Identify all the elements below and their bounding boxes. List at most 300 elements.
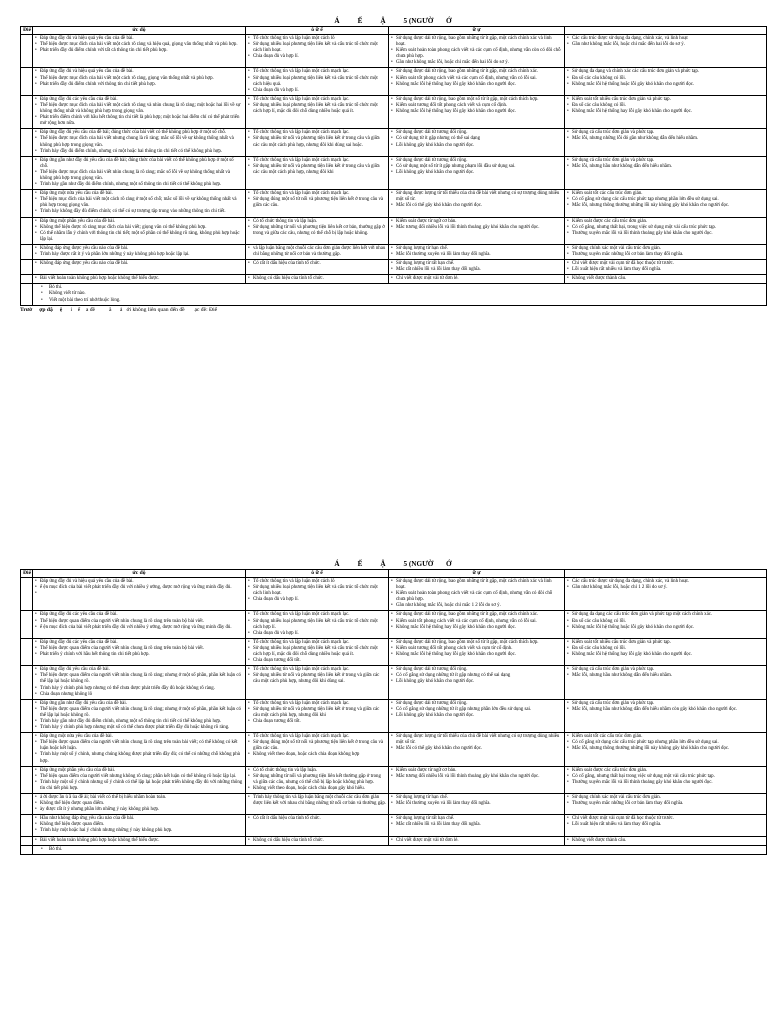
criteria-item: • Chỉ viết được một vài cụm từ đã học thuộc từ trước. (567, 816, 764, 822)
criteria-item: • Kiểm soát được các cấu trúc đơn giản. (567, 219, 764, 225)
criteria-item: • Tổ chức thông tin và lập luận một cách mạch lạc. (248, 612, 386, 618)
content-cell (33, 244, 246, 259)
criteria-item: • Sử dụng được dải từ rộng, bao gồm một số từ ít gặp, một cách thích hợp. (391, 97, 562, 103)
criteria-list (391, 612, 562, 630)
content-header: ức độ (33, 570, 246, 578)
criteria-list (35, 612, 243, 630)
criteria-list (567, 261, 764, 273)
criteria-list (391, 768, 562, 780)
criteria-item: • Sử dụng được lượng từ tối thiểu của chủ đề bài viết nhưng có sự trượng dùng nhiều một số từ. (391, 191, 562, 203)
content-cell (33, 666, 246, 699)
score-cell (21, 845, 33, 854)
criteria-item: • Chia đoạn đủ và hợp lí. (248, 88, 386, 94)
score-cell (21, 284, 33, 305)
criteria-item: • Thể hiện được quan điểm của người viết nhìn chung là rõ ràng trên toàn bộ bài viết. (35, 646, 243, 652)
criteria-list (567, 701, 764, 713)
criteria-list (391, 261, 562, 273)
criteria-item: • Tổ chức thông tin và lập luận một cách mạch lạc. (248, 97, 386, 103)
criteria-list (567, 640, 764, 658)
table-row (21, 611, 767, 638)
table-header-row (21, 570, 767, 578)
criteria-item: • Trình bày đầy đủ điểm chính, nhưng có một hoặc hai thông tin chi tiết có thể không phù hợp. (35, 149, 243, 155)
organization-cell (246, 638, 389, 665)
grammar-header (565, 570, 767, 578)
organization-cell (246, 766, 389, 793)
criteria-item: • Lỗi không gây khó khăn cho người đọc. (391, 170, 562, 176)
zero-score-item: • Bỏ thi. (35, 847, 764, 853)
rubric-table (20, 569, 767, 855)
criteria-list (391, 838, 562, 844)
criteria-item: • Sử dụng cả cấu trúc đơn giản và phức tạp. (567, 130, 764, 136)
score-cell (21, 815, 33, 836)
criteria-item: • Chia đoạn tương đối tốt. (248, 658, 386, 664)
criteria-item: • Kiểm soát được từ ngữ cơ bản. (391, 219, 562, 225)
grammar-cell (565, 638, 767, 665)
criteria-item: • Có cố gắng, nhưng thất bại trong việc sử dụng một vài cấu trúc phức tạp. (567, 774, 764, 780)
criteria-item: • Mắc tương đối nhiều lỗi và lỗi thỉnh thoảng gây khó khăn cho người đọc. (391, 225, 562, 231)
organization-cell (246, 578, 389, 611)
criteria-item: • Chia đoạn tương đối tốt. (248, 719, 386, 725)
criteria-item: • ể ện mục đích của bài viết phát triển đầy đủ với nhiều ý ưởng, được mở rộng và ững minh đầy đủ. (35, 625, 243, 631)
grammar-cell (565, 666, 767, 699)
content-cell (33, 275, 246, 284)
organization-cell (246, 190, 389, 217)
content-cell (33, 156, 246, 189)
criteria-item: • Sử dụng được dải từ tương đối rộng. (391, 667, 562, 673)
criteria-item: • Có tổ chức thông tin và lập luận. (248, 219, 386, 225)
criteria-list (567, 579, 764, 591)
criteria-item: • Sử dụng chính xác một vài cấu trúc đơn giản. (567, 795, 764, 801)
table-row (21, 794, 767, 815)
criteria-item: • ể ện mục đích của bài viết phát triển đầy đủ với nhiều ý ưởng, được mở rộng và ững minh đầy đủ. (35, 585, 243, 591)
criteria-item: • Đa số các câu không có lỗi. (567, 103, 764, 109)
criteria-item: • Thể hiện quan điểm của người viết nhưng không rõ ràng; phần kết luận có thể không rõ hoặc lặp lại. (35, 774, 243, 780)
criteria-item: • Có sử dụng một số từ ít gặp nhưng phạm lỗi đầu sử dụng sai. (391, 164, 562, 170)
criteria-item: • Sử dụng lượng từ rất hạn chế. (391, 261, 562, 267)
criteria-list (248, 768, 386, 792)
criteria-list (35, 701, 243, 731)
content-header: ức độ (33, 27, 246, 35)
table-row (21, 845, 767, 854)
criteria-item: • Trình bày một số ý chính, nhưng chúng không được phát triển đầy đủ; có thể có những chỗ không phù hợp. (35, 752, 243, 764)
criteria-item: • Không viết được thành câu. (567, 838, 764, 844)
criteria-list (248, 97, 386, 115)
score-cell (21, 260, 33, 275)
organization-cell (246, 611, 389, 638)
criteria-list (35, 219, 243, 243)
vocabulary-cell (389, 95, 565, 128)
criteria-item: • Đáp ứng một phần yêu cầu của đề bài. (35, 219, 243, 225)
criteria-item: • Thể hiện mục đích của bài viết một cách rõ ràng ở một số chỗ; mắc số lỗi về sự không thống nhất và phù hợp trong giọng văn. (35, 197, 243, 209)
vocabulary-cell (389, 836, 565, 845)
criteria-item: • Đáp ứng một nửa yêu cầu của đề bài. (35, 191, 243, 197)
criteria-item: • Đáp ứng gần như đầy đủ yêu cầu của đề bài; đúng thức của bài viết có thể không phù hợp ở một số chỗ. (35, 158, 243, 170)
criteria-item: • Tổ chức thông tin và lập luận một cách lô (248, 579, 386, 585)
criteria-list (567, 612, 764, 630)
organization-cell (246, 815, 389, 836)
table-row (21, 156, 767, 189)
criteria-list (35, 130, 243, 154)
criteria-item: • Có sử dụng từ ít gặp nhưng có thể sai dạng (391, 136, 562, 142)
content-cell (33, 190, 246, 217)
criteria-item: • Gần như không mắc lỗi, hoặc chỉ 1 2 lỗi do sơ ý. (567, 585, 764, 591)
criteria-item: • Trình bày thông tin và lập luận bằng một chuỗi các câu đơn giản được liên kết với nhau chỉ bằng những từ nối cơ bản và thường gặp. (248, 795, 386, 807)
criteria-item: • Sử dụng được dải từ tương đối rộng. (391, 701, 562, 707)
table-row (21, 578, 767, 611)
criteria-item: • Sử dụng cả cấu trúc đơn giản và phức tạp. (567, 667, 764, 673)
table-row (21, 68, 767, 95)
criteria-item: • Chia đoạn nhưng không lô (35, 692, 243, 698)
criteria-item: • Sử dụng đa dạng các cấu trúc đơn giản và phức tạp một cách chính xác. (567, 612, 764, 618)
score-cell (21, 244, 33, 259)
criteria-item: • và lập luận bằng một chuỗi các câu đơn giản được liên kết với nhau chỉ bằng những từ nối cơ bản và thường gặp. (248, 246, 386, 258)
criteria-item: • Sử dụng nhiều từ nối và phương tiện liên kết ở trong câu và giữa các câu một cách phù hợp, nhưng đôi khi dùng sai hoặc. (248, 136, 386, 148)
criteria-list (567, 191, 764, 209)
criteria-item: • Không thể hiện được quan điểm. (35, 822, 243, 828)
criteria-list (35, 97, 243, 127)
score-cell (21, 35, 33, 68)
criteria-item: • Thường xuyên mắc những lỗi cơ bản làm thay đổi nghĩa. (567, 801, 764, 807)
grammar-cell (565, 578, 767, 611)
criteria-item: • Không mắc lỗi hệ thống hay lỗi gây khó khăn cho người đọc. (391, 82, 562, 88)
criteria-item: • Sử dụng được lượng từ tối thiểu của chủ đề bài viết nhưng có sự trượng dùng nhiều một số từ. (391, 734, 562, 746)
criteria-list (391, 97, 562, 115)
criteria-item: • Sử dụng đúng một số từ nối và phương tiện liên kết ở trong câu và giữa các câu. (248, 197, 386, 209)
score-cell (21, 733, 33, 766)
criteria-item: • Sử dụng lượng từ hạn chế. (391, 246, 562, 252)
grammar-cell (565, 815, 767, 836)
criteria-list (567, 816, 764, 828)
vocabulary-cell (389, 794, 565, 815)
criteria-list (35, 36, 243, 54)
vocabulary-cell (389, 129, 565, 156)
score-cell (21, 129, 33, 156)
criteria-item: • Tổ chức thông tin và lập luận một cách mạch lạc. (248, 130, 386, 136)
score-cell (21, 766, 33, 793)
vocabulary-cell (389, 244, 565, 259)
criteria-item: • Đáp ứng đầy đủ các yêu cầu của đề bài. (35, 612, 243, 618)
organization-cell (246, 68, 389, 95)
criteria-list (35, 246, 243, 258)
grammar-cell (565, 260, 767, 275)
criteria-list (391, 276, 562, 282)
organization-cell (246, 275, 389, 284)
organization-cell (246, 95, 389, 128)
note-label: Trườ ợp đặ ệ (20, 306, 63, 313)
criteria-item: • Có rất ít dấu hiệu của tính tổ chức. (248, 816, 386, 822)
criteria-item: • Chỉ viết được một vài từ đơn lẻ. (391, 838, 562, 844)
content-cell (33, 217, 246, 244)
criteria-item: • Có tổ chức thông tin và lập luận. (248, 768, 386, 774)
criteria-list (35, 191, 243, 215)
vocabulary-cell (389, 260, 565, 275)
criteria-list (248, 640, 386, 664)
criteria-item: • Kiểm soát được từ ngữ cơ bản. (391, 768, 562, 774)
table-row (21, 95, 767, 128)
criteria-item: • Kiểm soát hoàn toàn phong cách viết và các cụm cố định, nhưng vẫn còn có đôi chỗ chưa phù hợp. (391, 48, 562, 60)
criteria-item: • Kiểm soát tốt nhiều cấu trúc đơn giản và phức tạp. (567, 640, 764, 646)
criteria-item: • Chỉ viết được một vài từ đơn lẻ. (391, 276, 562, 282)
criteria-item: • Lỗi không gây khó khăn cho người đọc. (391, 713, 562, 719)
organization-cell (246, 699, 389, 732)
criteria-item: • Không mắc lỗi hệ thống hay lỗi gây khó khăn cho người đọc. (391, 109, 562, 115)
criteria-item: • Tổ chức thông tin và lập luận một cách mạch lạc. (248, 701, 386, 707)
score-cell (21, 156, 33, 189)
criteria-item: • Không mắc lỗi hệ thống hay lỗi gây khó khăn cho người đọc. (567, 652, 764, 658)
criteria-item: • Sử dụng nhiều loại phương tiện liên kết và cấu trúc tổ chức một cách hợp lí. (248, 619, 386, 631)
criteria-item: • Đáp ứng một nửa yêu cầu của đề bài. (35, 734, 243, 740)
criteria-list (35, 261, 243, 267)
criteria-item: • Sử dụng nhiều từ nối và phương tiện liên kết ở trong và giữa các câu một cách phù hợp, nhưng đôi khi (248, 707, 386, 719)
criteria-list (567, 158, 764, 170)
criteria-list (391, 579, 562, 609)
content-cell (33, 35, 246, 68)
criteria-item: • Mắc rất nhiều lỗi và lỗi làm thay đổi nghĩa. (391, 267, 562, 273)
score-cell (21, 666, 33, 699)
criteria-item: • Có cố gắng sử dụng những từ ít gặp nhưng phần lớn đều sử dụng sai. (391, 707, 562, 713)
criteria-item: • Sử dụng cả cấu trúc đơn giản và phức tạp. (567, 158, 764, 164)
organization-cell (246, 244, 389, 259)
criteria-item: • Sử dụng nhiều loại phương tiện liên kết và cấu trúc tổ chức một cách linh hoạt. (248, 585, 386, 597)
criteria-item: • Thể hiện được quan điểm của người viết nhìn chung là rõ ràng; nhưng ở một số phần, phần kết luận có thể lặp lại hoặc không rõ. (35, 673, 243, 685)
criteria-list (35, 795, 243, 813)
score-cell (21, 836, 33, 845)
criteria-item: • Trình bày gần như đầy đủ điểm chính, nhưng một số thông tin chi tiết có thể không phù hợp. (35, 719, 243, 725)
criteria-list (35, 816, 243, 834)
criteria-item: • Đa số các câu không có lỗi. (567, 646, 764, 652)
zero-score-list (35, 847, 764, 853)
criteria-list (248, 261, 386, 267)
criteria-item: • Có cố gắng sử dụng các cấu trúc phức tạp nhưng phần lớn đều sử dụng sai. (567, 197, 764, 203)
criteria-item: • Trình bày ý chính phù hợp nhưng một số có thể chưa được phát triển đầy đủ hoặc không rõ ràng. (35, 725, 243, 731)
table-row (21, 836, 767, 845)
criteria-item: • Tổ chức thông tin và lập luận một cách mạch lạc. (248, 667, 386, 673)
criteria-item: • Mắc lỗi, nhưng hầu như không dẫn đến hiểu nhầm còn gây khó khăn cho người đọc. (567, 707, 764, 713)
grammar-cell (565, 217, 767, 244)
organization-cell (246, 35, 389, 68)
criteria-item: • Mắc lỗi, nhưng thông thường những lỗi này không gây khó khăn cho người đọc. (567, 203, 764, 209)
organization-header: ô ữ ế (246, 570, 389, 578)
content-cell (33, 836, 246, 845)
criteria-item: • Sử dụng nhiều từ nối và phương tiện liên kết ở trong và giữa các câu một cách phù hợp, nhưng đôi khi dùng sai. (248, 673, 386, 685)
criteria-item: • Kiểm soát tốt các cấu trúc đơn giản. (567, 734, 764, 740)
criteria-list (35, 69, 243, 87)
rubric-title: Á Ế Ậ 5 (NGƯỜ Ớ (334, 17, 452, 25)
criteria-item: • Thường xuyên mắc lỗi và lỗi thỉnh thoảng gây khó khăn cho người đọc. (567, 780, 764, 786)
criteria-item: • Bài viết hoàn toàn không phù hợp hoặc không thể hiểu được. (35, 838, 243, 844)
criteria-item: • Có cố gắng sử dụng những từ ít gặp nhưng có thể sai dạng (391, 673, 562, 679)
criteria-item: • Sử dụng đúng một số từ nối và phương tiện liên kết ở trong câu và giữa các câu. (248, 740, 386, 752)
criteria-item: • Không mắc lỗi hệ thống hay lỗi gây khó khăn cho người đọc. (391, 652, 562, 658)
criteria-item: • Lỗi không gây khó khăn cho người đọc. (391, 143, 562, 149)
criteria-item: • Kiểm soát tốt phong cách viết và các cụm cố định, nhưng vẫn có lỗi sai. (391, 76, 562, 82)
table-row (21, 244, 767, 259)
criteria-item: • Tổ chức thông tin và lập luận một cách mạch lạc. (248, 69, 386, 75)
score-cell (21, 275, 33, 284)
criteria-item: • Chia đoạn đủ và hợp lí. (248, 54, 386, 60)
grammar-header (565, 27, 767, 35)
rubric-section (20, 17, 766, 314)
rubric-body (21, 578, 767, 855)
criteria-item: • Mắc rất nhiều lỗi và lỗi làm thay đổi nghĩa. (391, 822, 562, 828)
criteria-list (567, 734, 764, 752)
table-row (21, 733, 767, 766)
content-cell (33, 611, 246, 638)
criteria-list (35, 276, 243, 282)
criteria-item: • Gần như không mắc lỗi, hoặc chỉ mắc 1 2 lỗi do sơ ý. (391, 603, 562, 609)
criteria-item: • ả ời được ần ủ ầ ủa đề ài; bài viết có thể bị hiểu nhầm hoàn toàn. (35, 795, 243, 801)
criteria-item: • Kiểm soát tốt nhiều cấu trúc đơn giản và phức tạp. (567, 97, 764, 103)
rubric-title: Á Ế Ậ 5 (NGƯỜ Ớ (334, 560, 452, 568)
criteria-item: • Phát triển điểm chính với hầu hết thông tin chi tiết là phù hợp; một hoặc hai điểm chỉ có thể phát triển mở rộng hơn nữa. (35, 115, 243, 127)
criteria-item: • Không viết theo đoạn, hoặc cách chia đoạn không hợp (248, 752, 386, 758)
criteria-item: • Lỗi không gây khó khăn cho người đọc. (391, 679, 562, 685)
criteria-list (391, 640, 562, 658)
criteria-item: • Sử dụng được dải từ tương đối rộng. (391, 158, 562, 164)
grammar-cell (565, 35, 767, 68)
criteria-list (248, 795, 386, 807)
criteria-item: • Không viết theo đoạn, hoặc cách chia đoạn gây khó hiểu. (248, 786, 386, 792)
criteria-list (35, 579, 243, 591)
vocabulary-cell (389, 766, 565, 793)
criteria-item: • Thể hiện được mục đích của bài viết nhưng chung là rõ ràng; mắc số lỗi về sự không thống nhất và không phù hợp trong giọng văn. (35, 136, 243, 148)
criteria-item: • Kiểm soát tương đối tốt phong cách viết và cụm từ cố định. (391, 646, 562, 652)
criteria-item: • Kiểm soát tốt các cấu trúc đơn giản. (567, 191, 764, 197)
content-cell (33, 766, 246, 793)
criteria-item: • Đa số các câu không có lỗi. (567, 76, 764, 82)
criteria-item: • Phát triển đầy đủ điểm chính với tất cả thông tin chi tiết phù hợp. (35, 48, 243, 54)
criteria-list (248, 191, 386, 209)
criteria-item: • Đáp ứng đầy đủ và hiệu quả yêu cầu của đề bài. (35, 36, 243, 42)
zero-score-item: • Không viết từ nào. (35, 291, 764, 297)
vocabulary-cell (389, 638, 565, 665)
criteria-item: • Trình bày không đầy đủ điểm chính; có thể có sự trượng tập trung vào những thông tin chi tiết. (35, 209, 243, 215)
table-row (21, 638, 767, 665)
criteria-item: • Gần như không mắc lỗi, hoặc chỉ mắc đến hai lỗi do sơ ý. (567, 42, 764, 48)
criteria-item: • Mắc lỗi thường xuyên và lỗi làm thay đổi nghĩa. (391, 801, 562, 807)
organization-cell (246, 733, 389, 766)
criteria-item: • Chỉ viết được một vài cụm từ đã học thuộc từ trước. (567, 261, 764, 267)
criteria-item: • Đáp ứng đầy đủ và hiệu quả yêu cầu của đề bài. (35, 69, 243, 75)
criteria-item: • Thể hiện được mục đích của bài viết nhìn chung là rõ ràng; mắc số lỗi về sự không thống nhất và không phù hợp trong giọng văn. (35, 170, 243, 182)
criteria-list (391, 130, 562, 148)
grammar-cell (565, 275, 767, 284)
score-cell (21, 578, 33, 611)
criteria-item: • Không viết được thành câu. (567, 276, 764, 282)
criteria-list (567, 276, 764, 282)
grammar-cell (565, 733, 767, 766)
grammar-cell (565, 699, 767, 732)
criteria-item: • Chia đoạn đủ và hợp lí. (248, 597, 386, 603)
organization-cell (246, 666, 389, 699)
criteria-item: • Mắc tương đối nhiều lỗi và lỗi thỉnh thoảng gây khó khăn cho người đọc. (391, 774, 562, 780)
criteria-list (391, 191, 562, 209)
criteria-list (248, 667, 386, 685)
criteria-list (248, 130, 386, 148)
organization-header: ô ữ ế (246, 27, 389, 35)
rubric-table (20, 26, 767, 306)
criteria-item: • Tổ chức thông tin và lập luận một cách lô (248, 36, 386, 42)
criteria-list (248, 276, 386, 282)
criteria-item: • Không mắc lỗi hệ thống hoặc lỗi gây khó khăn cho người đọc. (567, 625, 764, 631)
score-cell (21, 217, 33, 244)
criteria-item: • Sử dụng được dải từ tương đối rộng. (391, 130, 562, 136)
criteria-item: • Lỗi xuất hiện rất nhiều và làm thay đổi nghĩa. (567, 822, 764, 828)
criteria-item: • Tổ chức thông tin và lập luận một cách mạch lạc. (248, 640, 386, 646)
criteria-list (391, 816, 562, 828)
criteria-item: • ày được rất ít ý nhưng phần lớn những ý này không phù hợp. (35, 807, 243, 813)
criteria-list (391, 701, 562, 719)
criteria-item: • Sử dụng được dải từ rộng, bao gồm những từ ít gặp, một cách chính xác và linh hoạt. (391, 579, 562, 591)
criteria-item: • Đáp ứng đầy đủ các yêu cầu của đề bài. (35, 97, 243, 103)
criteria-item: • Kiểm soát tốt phong cách viết và các cụm cố định, nhưng vẫn có lỗi sai. (391, 619, 562, 625)
criteria-item: • Sử dụng cả cấu trúc đơn giản và phức tạp. (567, 701, 764, 707)
criteria-list (35, 768, 243, 792)
vocabulary-cell (389, 35, 565, 68)
criteria-item: • Sử dụng lượng từ rất hạn chế. (391, 816, 562, 822)
score-header: Điể (21, 27, 33, 35)
criteria-item: • Trình bày một hoặc hai ý chính nhưng những ý này không phù hợp. (35, 828, 243, 834)
vocabulary-cell (389, 217, 565, 244)
criteria-item: • Sử dụng được dải từ rộng, bao gồm một số từ ít gặp, một cách thích hợp. (391, 640, 562, 646)
criteria-item: • Thể hiện được quan điểm của người viết nhìn chung là rõ ràng trên toàn bài viết; có thể không có kết luận hoặc kết luận. (35, 740, 243, 752)
criteria-list (248, 816, 386, 822)
vocabulary-cell (389, 190, 565, 217)
criteria-item: • Mắc lỗi, nhưng hầu như không dẫn đến hiểu nhầm. (567, 673, 764, 679)
grammar-cell (565, 129, 767, 156)
special-case-note (20, 306, 766, 314)
grammar-cell (565, 68, 767, 95)
criteria-list (567, 69, 764, 87)
criteria-item: • Sử dụng chính xác một vài cấu trúc đơn giản. (567, 246, 764, 252)
criteria-list (248, 701, 386, 725)
content-cell (33, 638, 246, 665)
criteria-item: • Có thể nhầm lẫn ý chính với thông tin chi tiết; một số phần có thể không rõ ràng, không phù hợp hoặc lặp lại. (35, 231, 243, 243)
criteria-item: • Không thể hiện được quan điểm. (35, 801, 243, 807)
criteria-list (248, 219, 386, 237)
criteria-item: • Sử dụng nhiều loại phương tiện liên kết và cấu trúc tổ chức một cách linh hoạt. (248, 42, 386, 54)
grammar-cell (565, 836, 767, 845)
zero-score-cell (33, 284, 767, 305)
vocabulary-cell (389, 699, 565, 732)
criteria-item: • Mắc lỗi, nhưng những lỗi đó gần như không dẫn đến hiểu nhầm. (567, 136, 764, 142)
vocabulary-cell (389, 68, 565, 95)
criteria-item: • Sử dụng nhiều loại phương tiện liên kết và cấu trúc tổ chức một cách hợp lí, mặc dù đôi chỗ dùng nhiều hoặc quá ít. (248, 646, 386, 658)
zero-score-item: • Viết một bài theo trí nhớ/thuộc lòng. (35, 298, 764, 304)
zero-score-cell (33, 845, 767, 854)
criteria-item: • Thường xuyên mắc những lỗi cơ bản làm thay đổi nghĩa. (567, 252, 764, 258)
grammar-cell (565, 244, 767, 259)
content-cell (33, 815, 246, 836)
score-cell (21, 95, 33, 128)
criteria-item: • Sử dụng nhiều loại phương tiện liên kết và cấu trúc tổ chức một cách hợp lí, mặc dù đôi chỗ dùng nhiều hoặc quá ít. (248, 103, 386, 115)
table-row (21, 284, 767, 305)
criteria-list (567, 219, 764, 237)
criteria-item: • Kiểm soát được các cấu trúc đơn giản. (567, 768, 764, 774)
content-cell (33, 578, 246, 611)
grammar-cell (565, 766, 767, 793)
criteria-item: • Trình bày được rất ít ý và phần lớn những ý này không phù hợp hoặc lặp lại. (35, 252, 243, 258)
criteria-list (391, 69, 562, 87)
criteria-item: • Tổ chức thông tin và lập luận một cách mạch lạc. (248, 158, 386, 164)
rubric-body (21, 35, 767, 306)
criteria-list (248, 579, 386, 603)
criteria-list (248, 246, 386, 258)
criteria-item: • Không có dấu hiệu của tính tổ chức. (248, 276, 386, 282)
criteria-list (35, 838, 243, 844)
criteria-list (567, 768, 764, 786)
criteria-item: • Đáp ứng một phần yêu cầu của đề bài. (35, 768, 243, 774)
